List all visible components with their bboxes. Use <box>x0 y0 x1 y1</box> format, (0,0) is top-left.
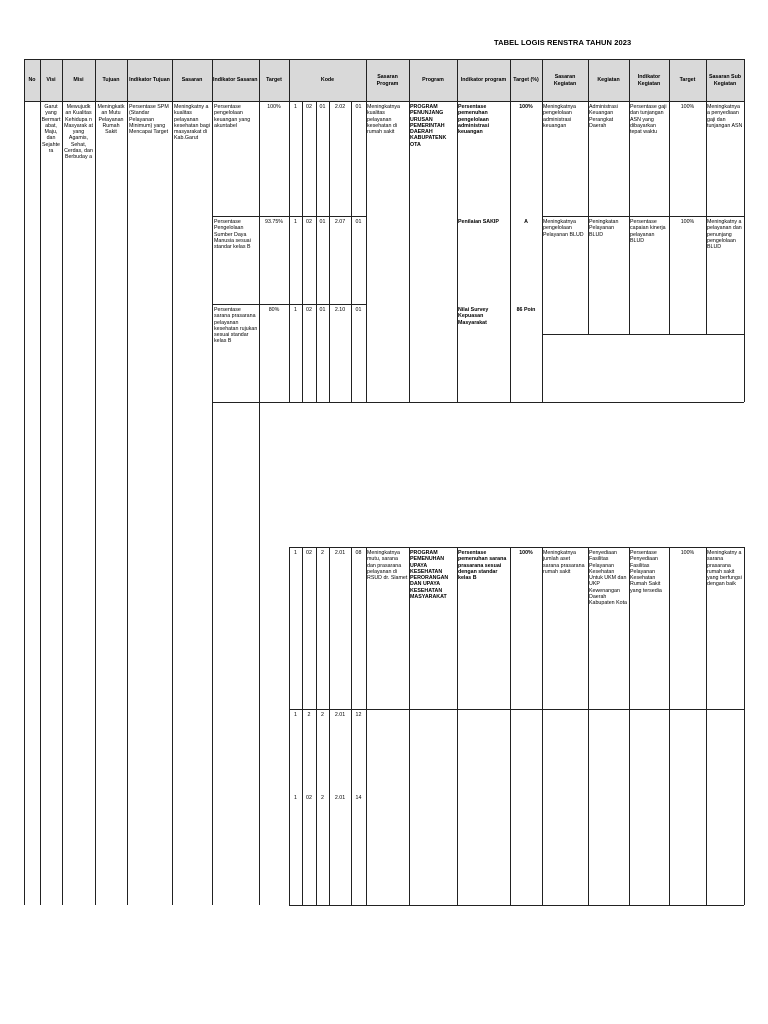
kode-part: 2.01 <box>334 550 346 556</box>
cell-kegiatan: Administrasi Keuangan Perangkat Daerah <box>589 104 618 129</box>
header-kode: Kode <box>320 77 335 84</box>
cell-indikator-program: Persentase pemenuhan sarana prasarana sesuai dengan standar kelas B <box>458 550 507 581</box>
cell-indikator-sasaran: Persentase Pengelolaan Sumber Daya Manusia sesuai standar kelas B <box>214 219 251 250</box>
cell-indikator-sasaran: Persentase sarana prasarana pelayanan kesehatan rujukan sesuai standar kelas B <box>214 307 258 345</box>
kode-part: 2.10 <box>334 307 346 313</box>
kode-part: 2.02 <box>334 104 346 110</box>
cell-target-program: 100% <box>519 104 533 110</box>
header-target: Target <box>266 77 282 84</box>
kode-part: 2 <box>321 712 324 718</box>
header-target-kegiatan: Target <box>679 77 696 84</box>
header-misi: Misi <box>73 77 84 84</box>
kode-part: 1 <box>294 219 297 225</box>
kode-part: 1 <box>294 550 297 556</box>
kode-part: 1 <box>294 795 297 801</box>
kode-part: 2 <box>307 712 311 718</box>
cell-target-program: 86 Poin <box>516 307 536 313</box>
header-indikator-tujuan: Indikator Tujuan <box>129 77 170 84</box>
cell-target-kegiatan: 100% <box>680 550 695 556</box>
cell-kegiatan: Peningkatan Pelayanan BLUD <box>589 219 619 238</box>
cell-sasaran-kegiatan: Meningkatnya pengelolaan Pelayanan BLUD <box>543 219 584 238</box>
header-program: Program <box>422 77 444 84</box>
kode-part: 02 <box>306 307 312 313</box>
cell-sasaran-sub-kegiatan: Meningkatny a pelayanan dan penunjang pengelolaan BLUD <box>707 219 742 250</box>
cell-indikator-kegiatan: Persentase gaji dan tunjangan ASN yang dibayarkan tepat waktu <box>630 104 667 135</box>
cell-target: 100% <box>267 104 281 110</box>
header-indikator-kegiatan: Indikator Kegiatan <box>637 74 661 87</box>
kode-part: 01 <box>319 307 326 313</box>
cell-indikator-kegiatan: Persentase capaian kinerja pelayanan BLUD <box>630 219 666 244</box>
header-target-persen: Target (%) <box>513 77 539 84</box>
header-visi: Visi <box>46 77 56 84</box>
cell-indikator-program: Penilaian SAKIP <box>458 219 499 225</box>
kode-part: 2 <box>321 795 324 801</box>
cell-target: 93.75% <box>265 219 283 225</box>
kode-part: 01 <box>355 307 362 313</box>
cell-visi: Garut yang Bermart abat, Maju, dan Sejahte ra <box>41 104 61 154</box>
cell-indikator-program: Nilai Survey Kepuasan Masyarakat <box>458 307 489 326</box>
header-no: No <box>28 77 36 84</box>
kode-part: 02 <box>306 550 312 556</box>
cell-kegiatan: Penyediaan Fasilitas Pelayanan Kesehatan Untuk UKM dan UKP Kewenangan Daerah Kabupaten Kota <box>589 550 627 606</box>
kode-part: 12 <box>355 712 362 718</box>
table-header <box>24 59 744 102</box>
cell-misi: Mewujudk an Kualitas Kehidupa n Masyarak at yang Agamis, Sehat, Cerdas, dan Berbuday a <box>64 104 93 160</box>
header-sasaran-program: Sasaran Program <box>376 74 399 87</box>
cell-sasaran-kegiatan: Meningkatnya pengelolaan administrasi keuangan <box>543 104 576 129</box>
cell-target-kegiatan: 100% <box>680 104 695 110</box>
kode-part: 2.01 <box>334 712 346 718</box>
cell-tujuan: Meningkatk an Mutu Pelayanan Rumah Sakit <box>97 104 125 135</box>
header-kegiatan: Kegiatan <box>597 77 620 84</box>
cell-indikator-sasaran: Persentase pengelolaan keuangan yang akuntabel <box>214 104 251 129</box>
cell-sasaran-program: Meningkatnya mutu, sarana dan prasarana pelayanan di RSUD dr. Slamet <box>367 550 408 581</box>
kode-part: 01 <box>319 219 326 225</box>
cell-program: PROGRAM PENUNJANG URUSAN PEMERINTAH DAERAH KABUPATENK OTA <box>410 104 447 148</box>
cell-target: 80% <box>268 307 280 313</box>
kode-part: 02 <box>306 795 312 801</box>
cell-program: PROGRAM PEMENUHAN UPAYA KESEHATAN PERORANGAN DAN UPAYA KESEHATAN MASYARAKAT <box>410 550 449 600</box>
kode-part: 14 <box>355 795 362 801</box>
header-indikator-sasaran: Indikator Sasaran <box>213 77 258 84</box>
kode-part: 2.01 <box>334 795 346 801</box>
kode-part: 1 <box>294 712 297 718</box>
cell-sasaran: Meningkatny a kualitas pelayanan kesehatan bagi masyarakat di Kab.Garut <box>174 104 210 142</box>
kode-part: 01 <box>319 104 326 110</box>
header-sasaran-kegiatan: Sasaran Kegiatan <box>553 74 577 87</box>
cell-sasaran-sub-kegiatan: Meningkatny a sarana prasarana rumah sakit yang berfungsi dengan baik <box>707 550 742 588</box>
kode-part: 01 <box>355 219 362 225</box>
kode-part: 02 <box>306 104 312 110</box>
kode-part: 1 <box>294 307 297 313</box>
kode-part: 08 <box>355 550 362 556</box>
kode-part: 01 <box>355 104 362 110</box>
kode-part: 02 <box>306 219 312 225</box>
cell-target-program: A <box>524 219 528 225</box>
cell-sasaran-program: Meningkatnya kualitas pelayanan kesehatan di rumah sakit <box>367 104 400 135</box>
cell-sasaran-kegiatan: Meningkatnya jumlah aset sarana prasarana rumah sakit <box>543 550 585 575</box>
header-indikator-program: Indikator program <box>460 77 507 84</box>
document-title: TABEL LOGIS RENSTRA TAHUN 2023 <box>494 38 632 47</box>
cell-target-program: 100% <box>519 550 533 556</box>
cell-sasaran-sub-kegiatan: Meningkatnya a penyediaan gaji dan tunjangan ASN <box>707 104 743 129</box>
kode-part: 1 <box>294 104 297 110</box>
cell-indikator-program: Persentase pemenuhan pengelolaan administrasi keuangan <box>458 104 490 135</box>
header-sasaran: Sasaran <box>181 77 203 84</box>
header-tujuan: Tujuan <box>102 77 120 84</box>
header-sasaran-sub-kegiatan: Sasaran Sub Kegiatan <box>708 74 742 87</box>
cell-indikator-tujuan: Persentase SPM (Standar Pelayanan Minimum) yang Mencapai Target <box>129 104 169 135</box>
cell-target-kegiatan: 100% <box>680 219 695 225</box>
cell-indikator-kegiatan: Persentase Penyediaan Fasilitas Pelayanan Kesehatan Rumah Sakit yang tersedia <box>630 550 662 594</box>
kode-part: 2 <box>321 550 324 556</box>
kode-part: 2.07 <box>334 219 346 225</box>
